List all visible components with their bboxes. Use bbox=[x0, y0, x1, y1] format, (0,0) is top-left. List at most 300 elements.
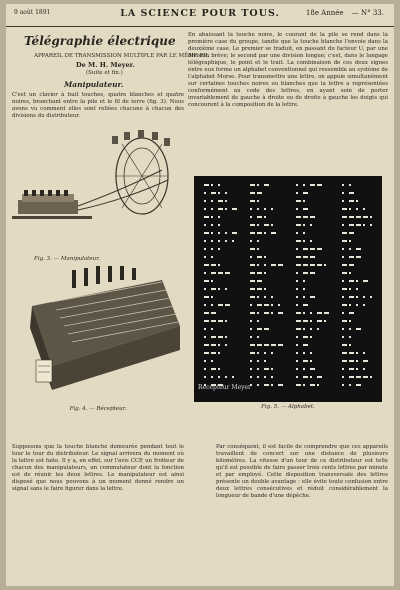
alphabet-mark bbox=[250, 328, 252, 330]
alphabet-mark bbox=[310, 272, 315, 274]
alphabet-mark bbox=[218, 376, 220, 378]
alphabet-mark bbox=[264, 264, 266, 266]
alphabet-mark bbox=[296, 264, 301, 266]
alphabet-mark bbox=[303, 304, 308, 306]
alphabet-mark bbox=[296, 352, 298, 354]
alphabet-mark bbox=[296, 272, 298, 274]
alphabet-mark bbox=[204, 368, 206, 370]
alphabet-mark bbox=[370, 216, 372, 218]
alphabet-mark bbox=[250, 192, 255, 194]
alphabet-mark bbox=[204, 192, 206, 194]
alphabet-mark bbox=[257, 320, 259, 322]
alphabet-mark bbox=[310, 240, 312, 242]
alphabet-mark bbox=[218, 248, 220, 250]
alphabet-mark bbox=[204, 264, 209, 266]
manipulator-engraving bbox=[12, 130, 184, 258]
alphabet-mark bbox=[257, 256, 262, 258]
alphabet-mark bbox=[296, 208, 298, 210]
alphabet-mark bbox=[225, 376, 227, 378]
alphabet-mark bbox=[363, 360, 368, 362]
alphabet-mark bbox=[271, 264, 276, 266]
alphabet-mark bbox=[218, 232, 220, 234]
alphabet-mark bbox=[349, 360, 354, 362]
alphabet-mark bbox=[204, 304, 206, 306]
alphabet-mark bbox=[225, 232, 227, 234]
alphabet-mark bbox=[204, 336, 206, 338]
alphabet-mark bbox=[257, 296, 259, 298]
alphabet-mark bbox=[296, 216, 301, 218]
alphabet-mark bbox=[257, 384, 259, 386]
alphabet-mark bbox=[204, 328, 206, 330]
alphabet-mark bbox=[342, 360, 347, 362]
alphabet-mark bbox=[363, 208, 365, 210]
alphabet-mark bbox=[204, 240, 206, 242]
alphabet-mark bbox=[349, 192, 354, 194]
article-title: Télégraphie électrique bbox=[24, 34, 176, 48]
alphabet-mark bbox=[349, 240, 351, 242]
alphabet-mark bbox=[211, 216, 213, 218]
alphabet-mark bbox=[310, 328, 312, 330]
alphabet-mark bbox=[218, 200, 223, 202]
alphabet-mark bbox=[278, 264, 283, 266]
alphabet-mark bbox=[342, 312, 344, 314]
alphabet-mark bbox=[310, 376, 312, 378]
alphabet-mark bbox=[211, 296, 213, 298]
alphabet-mark bbox=[303, 256, 308, 258]
alphabet-mark bbox=[296, 368, 298, 370]
alphabet-mark bbox=[303, 312, 305, 314]
alphabet-mark bbox=[218, 224, 220, 226]
alphabet-mark bbox=[363, 352, 365, 354]
alphabet-mark bbox=[310, 384, 315, 386]
alphabet-mark bbox=[303, 208, 308, 210]
alphabet-mark bbox=[225, 272, 230, 274]
alphabet-mark bbox=[250, 208, 252, 210]
alphabet-mark bbox=[342, 224, 344, 226]
alphabet-mark bbox=[349, 224, 354, 226]
alphabet-mark bbox=[356, 216, 361, 218]
alphabet-mark bbox=[349, 248, 351, 250]
alphabet-mark bbox=[218, 192, 220, 194]
paragraph-4: Par conséquent, il est facile de comprendre que ces appareils travaillent de concert sur une distance de plusieurs kilomètres. La vitesse d'un tour de ce distributeur est telle qu'il est possible de faire passer trois cents lettres par minute et par employé. Cette disposition transversale des lettres présente un double avantage : elle évite toute confusion entre deux lettres consécutives et réduit considérablement la longueur de bande d'une dépêche. bbox=[216, 444, 388, 499]
article-author: De M. H. Meyer. bbox=[76, 61, 135, 69]
alphabet-mark bbox=[363, 216, 368, 218]
alphabet-mark bbox=[250, 280, 255, 282]
alphabet-mark bbox=[204, 272, 206, 274]
alphabet-mark bbox=[250, 344, 255, 346]
alphabet-mark bbox=[257, 336, 259, 338]
alphabet-mark bbox=[310, 352, 312, 354]
alphabet-mark bbox=[250, 256, 252, 258]
page-header bbox=[6, 4, 394, 27]
alphabet-mark bbox=[342, 248, 344, 250]
alphabet-mark bbox=[370, 376, 372, 378]
alphabet-mark bbox=[218, 368, 220, 370]
alphabet-mark bbox=[278, 304, 280, 306]
alphabet-mark bbox=[342, 344, 347, 346]
alphabet-mark bbox=[342, 264, 347, 266]
figure-5-caption: Fig. 5. — Alphabet. bbox=[261, 404, 315, 410]
alphabet-mark bbox=[324, 264, 326, 266]
alphabet-mark bbox=[356, 248, 361, 250]
alphabet-mark bbox=[303, 296, 305, 298]
alphabet-mark bbox=[257, 344, 262, 346]
alphabet-mark bbox=[363, 296, 365, 298]
alphabet-mark bbox=[225, 240, 227, 242]
alphabet-mark bbox=[317, 384, 319, 386]
alphabet-mark bbox=[264, 232, 266, 234]
alphabet-mark bbox=[317, 376, 322, 378]
alphabet-mark bbox=[303, 248, 308, 250]
alphabet-mark bbox=[363, 224, 365, 226]
alphabet-mark bbox=[204, 352, 209, 354]
alphabet-mark bbox=[303, 368, 305, 370]
alphabet-mark bbox=[296, 240, 301, 242]
alphabet-mark bbox=[225, 304, 230, 306]
alphabet-mark bbox=[218, 240, 220, 242]
alphabet-mark bbox=[204, 376, 206, 378]
alphabet-mark bbox=[250, 224, 255, 226]
alphabet-mark bbox=[356, 256, 361, 258]
alphabet-mark bbox=[250, 232, 255, 234]
alphabet-mark bbox=[296, 320, 301, 322]
alphabet-mark bbox=[257, 192, 262, 194]
alphabet-mark bbox=[317, 184, 322, 186]
alphabet-mark bbox=[349, 200, 354, 202]
alphabet-mark bbox=[211, 328, 213, 330]
alphabet-mark bbox=[264, 368, 269, 370]
alphabet-mark bbox=[225, 320, 227, 322]
alphabet-mark bbox=[211, 232, 213, 234]
figure-4-caption: Fig. 4. — Récepteur. bbox=[69, 406, 127, 412]
alphabet-mark bbox=[356, 352, 358, 354]
alphabet-mark bbox=[264, 312, 269, 314]
alphabet-mark bbox=[310, 248, 315, 250]
paragraph-1: C'est un clavier à huit touches, quatre blanches et quatre noires, branchant entre la pile et le fil de terre (fig. 3). Nous avons vu comment elles sont reliées chacune à chacun des divisions du distributeur. bbox=[12, 92, 184, 119]
journal-title: LA SCIENCE POUR TOUS. bbox=[120, 8, 280, 19]
alphabet-mark bbox=[264, 376, 266, 378]
alphabet-mark bbox=[310, 256, 315, 258]
alphabet-mark bbox=[310, 296, 315, 298]
alphabet-mark bbox=[264, 272, 266, 274]
newspaper-page bbox=[6, 4, 394, 586]
alphabet-mark bbox=[342, 216, 347, 218]
alphabet-mark bbox=[211, 256, 213, 258]
alphabet-mark bbox=[204, 248, 206, 250]
alphabet-mark bbox=[349, 312, 354, 314]
alphabet-mark bbox=[257, 288, 262, 290]
alphabet-mark bbox=[264, 328, 269, 330]
alphabet-mark bbox=[264, 344, 269, 346]
alphabet-mark bbox=[342, 304, 347, 306]
alphabet-mark bbox=[296, 232, 298, 234]
alphabet-mark bbox=[342, 192, 344, 194]
alphabet-mark bbox=[349, 280, 354, 282]
alphabet-mark bbox=[271, 368, 273, 370]
figure-3-caption: Fig. 3. — Manipulateur. bbox=[34, 256, 100, 262]
alphabet-mark bbox=[310, 264, 315, 266]
alphabet-mark bbox=[250, 312, 255, 314]
alphabet-mark bbox=[370, 296, 372, 298]
alphabet-mark bbox=[232, 376, 234, 378]
alphabet-mark bbox=[211, 312, 216, 314]
alphabet-mark bbox=[225, 208, 227, 210]
alphabet-mark bbox=[296, 304, 298, 306]
alphabet-mark bbox=[342, 368, 344, 370]
alphabet-mark bbox=[342, 208, 347, 210]
alphabet-mark bbox=[218, 304, 223, 306]
alphabet-mark bbox=[303, 352, 305, 354]
alphabet-mark bbox=[225, 288, 227, 290]
alphabet-mark bbox=[271, 312, 273, 314]
alphabet-mark bbox=[211, 240, 213, 242]
alphabet-mark bbox=[296, 328, 301, 330]
header-date: 9 août 1891 bbox=[14, 9, 51, 16]
alphabet-mark bbox=[342, 200, 344, 202]
alphabet-mark bbox=[363, 376, 368, 378]
alphabet-mark bbox=[296, 224, 301, 226]
alphabet-mark bbox=[349, 368, 354, 370]
header-number: — N° 33. bbox=[351, 9, 384, 17]
alphabet-mark bbox=[356, 200, 358, 202]
alphabet-mark bbox=[296, 376, 298, 378]
alphabet-mark bbox=[303, 232, 305, 234]
alphabet-mark bbox=[257, 352, 259, 354]
alphabet-mark bbox=[264, 352, 266, 354]
alphabet-mark bbox=[271, 376, 273, 378]
alphabet-mark bbox=[211, 184, 213, 186]
alphabet-mark bbox=[310, 184, 315, 186]
alphabet-plate-label: Récepteur Meyer bbox=[198, 384, 251, 391]
alphabet-mark bbox=[218, 272, 223, 274]
alphabet-mark bbox=[250, 336, 252, 338]
alphabet-mark bbox=[349, 344, 351, 346]
alphabet-mark bbox=[310, 320, 312, 322]
alphabet-mark bbox=[250, 352, 255, 354]
alphabet-mark bbox=[303, 360, 308, 362]
paragraph-2: Supposons que la touche blanche demeurée pendant tout le tour le tour du distributeur. Le signal arrivera du moment où la lettre est faite. Il y a, en effet, sur l'avis CCP, un frotteur de chacun des manipulateurs, un commutateur dont la fonction est de réunir les deux lettres. Le manipulateur est ainsi disposé que nous pouvons à un moment donné rendre un signal sans le faire figurer dans la lettre. bbox=[12, 444, 184, 492]
alphabet-mark bbox=[257, 312, 259, 314]
alphabet-mark bbox=[303, 184, 305, 186]
alphabet-mark bbox=[370, 224, 372, 226]
alphabet-mark bbox=[349, 296, 354, 298]
alphabet-mark bbox=[211, 280, 213, 282]
alphabet-mark bbox=[211, 192, 216, 194]
alphabet-mark bbox=[317, 328, 319, 330]
alphabet-mark bbox=[356, 368, 358, 370]
alphabet-mark bbox=[232, 232, 237, 234]
paragraph-3: En abaissant la touche noire, le courant de la pile se rend dans la première case du groupe, tandis que la touche blanche l'envoie dans la deuxième case. Le premier se traduit, en passant du facteur U, par une division brève; le second par une division longue; c'est, dans le langage télégraphique, le point et le trait. La combinaison de ces deux signes entre eux forme un alphabet conventionnel qui ressemble au système de l'alphabet Morse. Pour transmettre une lettre, on appuie simultanément sur certaines touches noires ou blanches que la lettre a représentées conformément au code des lettres, en ayant soin de porter invariablement de gauche à droite ou de droite à gauche les doigts qui concourent à la composition de la lettre. bbox=[188, 32, 388, 108]
alphabet-mark bbox=[296, 200, 301, 202]
header-issue bbox=[300, 9, 384, 17]
alphabet-mark bbox=[342, 336, 344, 338]
alphabet-mark bbox=[250, 376, 252, 378]
alphabet-mark bbox=[363, 304, 365, 306]
alphabet-mark bbox=[250, 240, 252, 242]
alphabet-mark bbox=[250, 272, 255, 274]
alphabet-mark bbox=[342, 376, 344, 378]
alphabet-mark bbox=[296, 256, 301, 258]
alphabet-mark bbox=[264, 296, 266, 298]
alphabet-mark bbox=[356, 280, 358, 282]
alphabet-mark bbox=[296, 336, 298, 338]
alphabet-mark bbox=[303, 216, 308, 218]
alphabet-plate bbox=[194, 176, 382, 402]
alphabet-mark bbox=[264, 224, 269, 226]
alphabet-mark bbox=[310, 336, 312, 338]
alphabet-mark bbox=[296, 312, 301, 314]
alphabet-mark bbox=[257, 368, 259, 370]
alphabet-mark bbox=[303, 200, 305, 202]
alphabet-mark bbox=[211, 320, 216, 322]
alphabet-mark bbox=[310, 312, 312, 314]
alphabet-mark bbox=[218, 320, 223, 322]
alphabet-mark bbox=[218, 336, 223, 338]
alphabet-mark bbox=[303, 224, 305, 226]
alphabet-mark bbox=[204, 312, 209, 314]
alphabet-mark bbox=[204, 216, 209, 218]
alphabet-mark bbox=[218, 344, 220, 346]
alphabet-mark bbox=[204, 296, 209, 298]
alphabet-mark bbox=[232, 208, 237, 210]
alphabet-mark bbox=[204, 344, 209, 346]
alphabet-mark bbox=[204, 360, 206, 362]
alphabet-mark bbox=[356, 376, 361, 378]
alphabet-mark bbox=[296, 296, 298, 298]
alphabet-mark bbox=[363, 368, 365, 370]
alphabet-mark bbox=[271, 304, 273, 306]
alphabet-mark bbox=[303, 288, 305, 290]
alphabet-mark bbox=[204, 320, 209, 322]
alphabet-mark bbox=[296, 192, 298, 194]
alphabet-mark bbox=[349, 256, 354, 258]
alphabet-mark bbox=[296, 384, 301, 386]
alphabet-mark bbox=[356, 296, 358, 298]
alphabet-mark bbox=[257, 360, 259, 362]
alphabet-mark bbox=[250, 184, 255, 186]
alphabet-mark bbox=[257, 240, 259, 242]
alphabet-mark bbox=[211, 224, 213, 226]
alphabet-mark bbox=[257, 280, 262, 282]
alphabet-mark bbox=[342, 280, 344, 282]
alphabet-mark bbox=[218, 184, 220, 186]
alphabet-mark bbox=[264, 384, 269, 386]
alphabet-mark bbox=[278, 344, 283, 346]
alphabet-mark bbox=[257, 272, 262, 274]
alphabet-mark bbox=[218, 352, 220, 354]
alphabet-mark bbox=[349, 304, 351, 306]
alphabet-mark bbox=[250, 304, 252, 306]
alphabet-mark bbox=[257, 304, 262, 306]
alphabet-mark bbox=[303, 240, 305, 242]
alphabet-mark bbox=[211, 368, 216, 370]
alphabet-mark bbox=[218, 216, 220, 218]
alphabet-mark bbox=[211, 200, 213, 202]
alphabet-mark bbox=[211, 344, 216, 346]
alphabet-mark bbox=[310, 216, 315, 218]
alphabet-mark bbox=[296, 288, 298, 290]
alphabet-mark bbox=[317, 320, 322, 322]
alphabet-mark bbox=[204, 200, 206, 202]
alphabet-mark bbox=[356, 208, 358, 210]
alphabet-mark bbox=[342, 240, 347, 242]
alphabet-mark bbox=[257, 232, 262, 234]
alphabet-mark bbox=[264, 288, 266, 290]
alphabet-mark bbox=[211, 208, 213, 210]
alphabet-mark bbox=[232, 240, 234, 242]
header-year: 18e Année bbox=[305, 9, 344, 17]
alphabet-mark bbox=[356, 224, 361, 226]
alphabet-mark bbox=[211, 352, 216, 354]
alphabet-mark bbox=[257, 200, 259, 202]
alphabet-mark bbox=[303, 336, 308, 338]
alphabet-mark bbox=[257, 328, 262, 330]
alphabet-mark bbox=[303, 264, 308, 266]
alphabet-mark bbox=[257, 224, 259, 226]
alphabet-mark bbox=[349, 264, 354, 266]
alphabet-mark bbox=[211, 376, 213, 378]
alphabet-mark bbox=[303, 280, 305, 282]
alphabet-mark bbox=[264, 304, 269, 306]
alphabet-mark bbox=[250, 368, 252, 370]
alphabet-mark bbox=[264, 360, 266, 362]
alphabet-mark bbox=[204, 280, 209, 282]
alphabet-mark bbox=[342, 328, 344, 330]
alphabet-mark bbox=[225, 192, 227, 194]
alphabet-mark bbox=[310, 224, 312, 226]
alphabet-mark bbox=[211, 360, 213, 362]
alphabet-mark bbox=[342, 288, 347, 290]
alphabet-mark bbox=[225, 200, 227, 202]
alphabet-mark bbox=[264, 184, 269, 186]
alphabet-mark bbox=[342, 184, 344, 186]
alphabet-mark bbox=[349, 288, 351, 290]
alphabet-mark bbox=[250, 200, 255, 202]
alphabet-mark bbox=[303, 328, 305, 330]
alphabet-mark bbox=[356, 384, 361, 386]
section-heading: Manipulateur. bbox=[64, 80, 124, 89]
alphabet-mark bbox=[225, 344, 227, 346]
alphabet-mark bbox=[349, 328, 351, 330]
alphabet-mark bbox=[218, 288, 220, 290]
alphabet-mark bbox=[349, 320, 351, 322]
alphabet-mark bbox=[218, 208, 223, 210]
alphabet-mark bbox=[211, 272, 216, 274]
alphabet-mark bbox=[204, 208, 206, 210]
alphabet-mark bbox=[204, 288, 206, 290]
alphabet-mark bbox=[257, 264, 259, 266]
alphabet-mark bbox=[264, 216, 266, 218]
alphabet-mark bbox=[349, 232, 354, 234]
alphabet-mark bbox=[342, 232, 347, 234]
alphabet-mark bbox=[257, 248, 259, 250]
alphabet-mark bbox=[211, 264, 216, 266]
alphabet-mark bbox=[225, 336, 227, 338]
article-subtitle: APPAREIL DE TRANSMISSION MULTIPLE PAR LE MÊME FIL bbox=[34, 53, 210, 59]
alphabet-mark bbox=[250, 288, 255, 290]
alphabet-mark bbox=[257, 184, 259, 186]
alphabet-mark bbox=[342, 272, 347, 274]
alphabet-mark bbox=[204, 232, 209, 234]
alphabet-mark bbox=[218, 264, 220, 266]
alphabet-mark bbox=[349, 216, 354, 218]
alphabet-mark bbox=[310, 368, 315, 370]
alphabet-mark bbox=[324, 320, 326, 322]
alphabet-mark bbox=[303, 344, 308, 346]
alphabet-mark bbox=[257, 376, 259, 378]
alphabet-mark bbox=[356, 360, 358, 362]
alphabet-mark bbox=[257, 208, 259, 210]
